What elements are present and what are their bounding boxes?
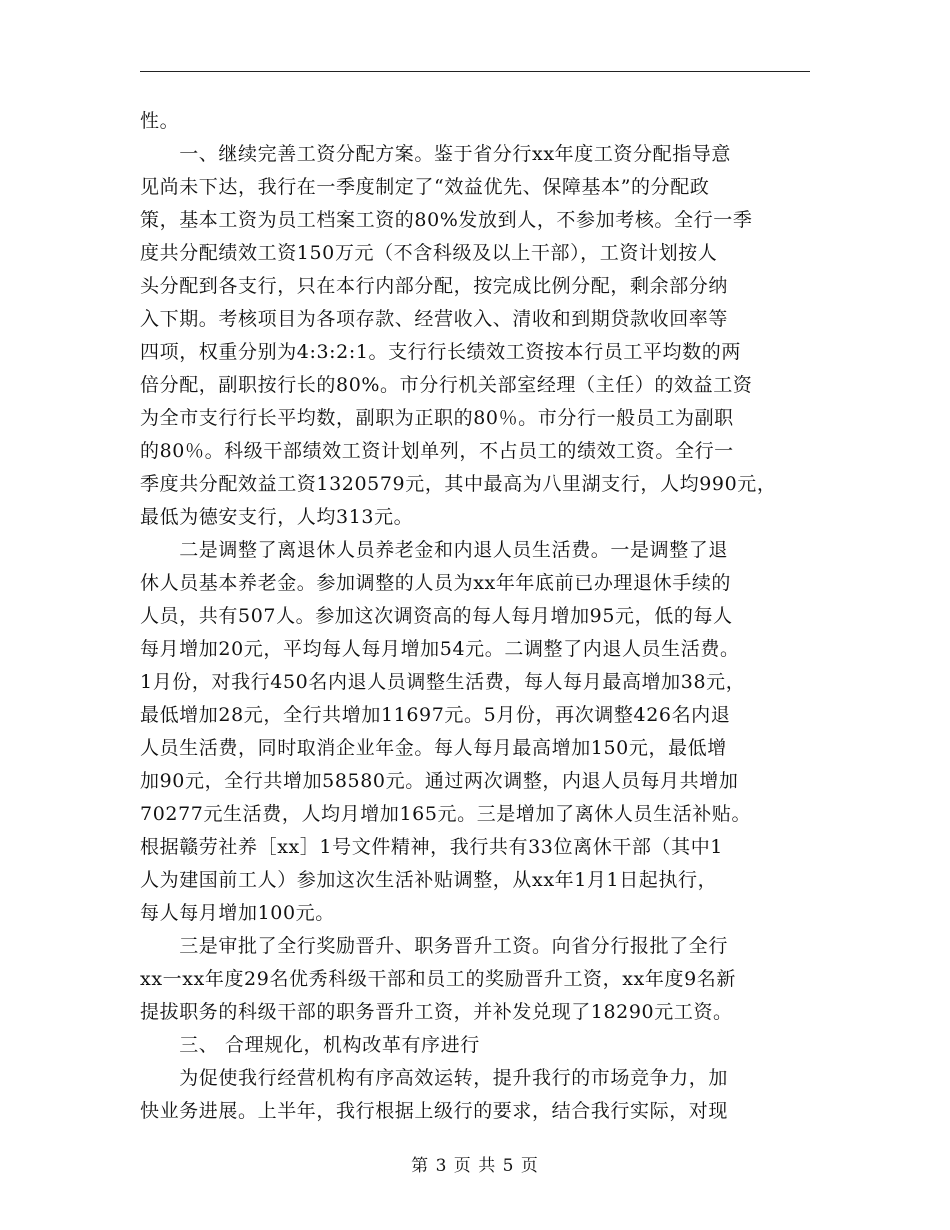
- text-line: 头分配到各支行，只在本行内部分配，按完成比例分配，剩余部分纳: [140, 275, 729, 297]
- text-line: 最低为德安支行，人均313元。: [140, 506, 414, 528]
- text-line: 见尚未下达，我行在一季度制定了“效益优先、保障基本”的分配政: [140, 176, 710, 198]
- text-line: 四项，权重分别为4:3:2:1。支行行长绩效工资按本行员工平均数的两: [140, 341, 741, 363]
- text-line: 的80％。科级干部绩效工资计划单列，不占员工的绩效工资。全行一: [140, 440, 734, 462]
- text-line: 人为建国前工人）参加这次生活补贴调整，从xx年1月1日起执行，: [140, 869, 718, 891]
- text-line: 最低增加28元，全行共增加11697元。5月份，再次调整426名内退: [140, 704, 731, 726]
- text-line: 二是调整了离退休人员养老金和内退人员生活费。一是调整了退: [140, 539, 729, 561]
- text-line: 每月增加20元，平均每人每月增加54元。二调整了内退人员生活费。: [140, 638, 740, 660]
- text-line: 每人每月增加100元。: [140, 902, 335, 924]
- section-heading: 三、 合理规化，机构改革有序进行: [140, 1034, 480, 1056]
- text-line: 为促使我行经营机构有序高效运转，提升我行的市场竞争力，加: [140, 1067, 729, 1089]
- text-line: 一、继续完善工资分配方案。鉴于省分行xx年度工资分配指导意: [140, 143, 732, 165]
- text-line: 倍分配，副职按行长的80%。市分行机关部室经理（主任）的效益工资: [140, 374, 753, 396]
- text-line: 提拔职务的科级干部的职务晋升工资，并补发兑现了18290元工资。: [140, 1001, 733, 1023]
- text-line: 加90元，全行共增加58580元。通过两次调整，内退人员每月共增加: [140, 770, 739, 792]
- document-body: [140, 105, 820, 1128]
- page-number-footer: 第 3 页 共 5 页: [411, 1156, 539, 1176]
- text-line: 入下期。考核项目为各项存款、经营收入、清收和到期贷款收回率等: [140, 308, 729, 330]
- text-line: 为全市支行行长平均数，副职为正职的80％。市分行一般员工为副职: [140, 407, 734, 429]
- text-line: 度共分配绩效工资150万元（不含科级及以上干部），工资计划按人: [140, 242, 718, 264]
- text-line: 1月份，对我行450名内退人员调整生活费，每人每月最高增加38元，: [140, 671, 746, 693]
- text-line: 快业务进展。上半年，我行根据上级行的要求，结合我行实际，对现: [140, 1100, 729, 1122]
- text-line: 休人员基本养老金。参加调整的人员为xx年年底前已办理退休手续的: [140, 572, 732, 594]
- text-line: 人员生活费，同时取消企业年金。每人每月最高增加150元，最低增: [140, 737, 727, 759]
- header-rule: [140, 71, 810, 72]
- text-line: 三是审批了全行奖励晋升、职务晋升工资。向省分行报批了全行: [140, 935, 729, 957]
- text-line: 70277元生活费，人均月增加165元。三是增加了离休人员生活补贴。: [140, 803, 752, 825]
- text-line: 季度共分配效益工资1320579元，其中最高为八里湖支行，人均990元，: [140, 473, 777, 495]
- text-line: xx一xx年度29名优秀科级干部和员工的奖励晋升工资，xx年度9名新: [140, 968, 736, 990]
- text-line: 策，基本工资为员工档案工资的80%发放到人，不参加考核。全行一季: [140, 209, 753, 231]
- text-line: 性。: [140, 110, 180, 132]
- text-line: 根据赣劳社养［xx］1号文件精神，我行共有33位离休干部（其中1: [140, 836, 723, 858]
- text-line: 人员，共有507人。参加这次调资高的每人每月增加95元，低的每人: [140, 605, 733, 627]
